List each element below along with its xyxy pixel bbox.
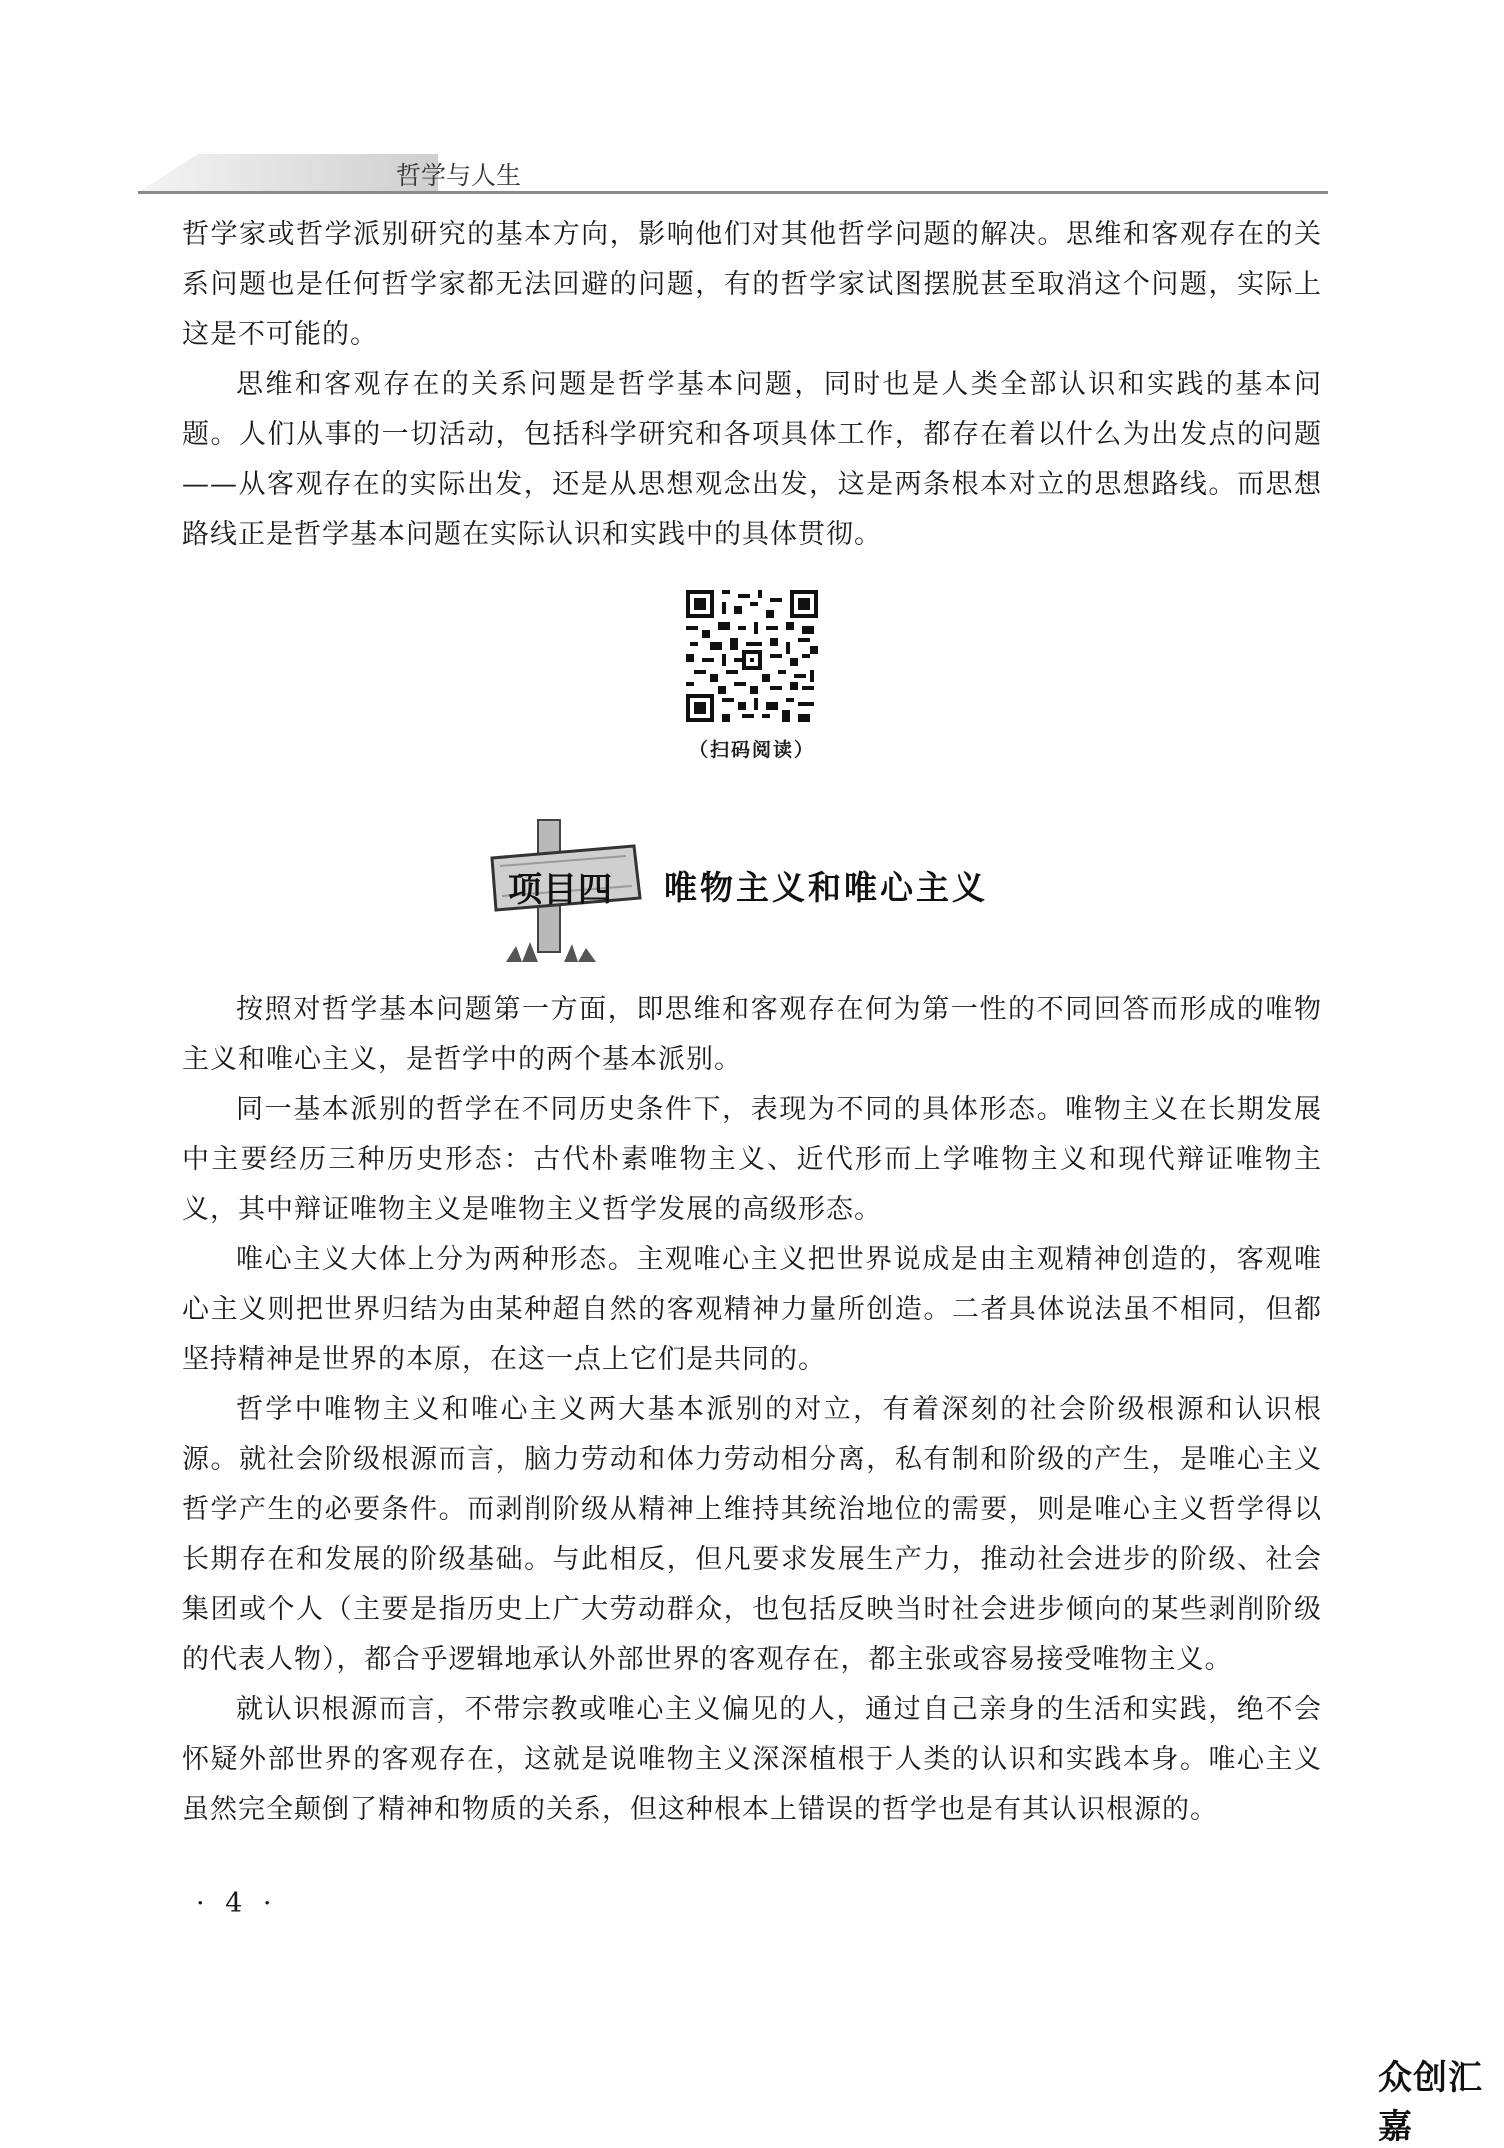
running-header — [138, 150, 1328, 194]
section-heading — [486, 814, 1046, 964]
running-header-title: 哲学与人生 — [396, 161, 522, 190]
section-title: 唯物主义和唯心主义 — [664, 868, 988, 907]
section-label: 项目四 — [508, 870, 613, 910]
qr-code-image[interactable] — [686, 590, 818, 722]
paragraph: 按照对哲学基本问题第一方面，即思维和客观存在何为第一性的不同回答而形成的唯物主义和唯心主义，是哲学中的两个基本派别。 — [182, 994, 1322, 1075]
paragraph: 哲学家或哲学派别研究的基本方向，影响他们对其他哲学问题的解决。思维和客观存在的关系问题也是任何哲学家都无法回避的问题，有的哲学家试图摆脱甚至取消这个问题，实际上这是不可能的。 — [182, 219, 1322, 350]
top-text-block — [182, 210, 1322, 560]
watermark-logo: 众创汇嘉 — [1378, 2058, 1483, 2147]
header-decoration — [138, 154, 438, 192]
page-number: · 4 · — [196, 1888, 278, 1919]
paragraph: 哲学中唯物主义和唯心主义两大基本派别的对立，有着深刻的社会阶级根源和认识根源。就社会阶级根源而言，脑力劳动和体力劳动相分离，私有制和阶级的产生，是唯心主义哲学产生的必要条件。而剥削阶级从精神上维持其统治地位的需要，则是唯心主义哲学得以长期存在和发展的阶级基础。与此相反，但凡要求发展生产力，推动社会进步的阶级、社会集团或个人（主要是指历史上广大劳动群众，也包括反映当时社会进步倾向的某些剥削阶级的代表人物），都合乎逻辑地承认外部世界的客观存在，都主张或容易接受唯物主义。 — [182, 1394, 1322, 1675]
body-text-block — [182, 985, 1322, 1835]
paragraph: 就认识根源而言，不带宗教或唯心主义偏见的人，通过自己亲身的生活和实践，绝不会怀疑外部世界的客观存在，这就是说唯物主义深深植根于人类的认识和实践本身。唯心主义虽然完全颠倒了精神和物质的关系，但这种根本上错误的哲学也是有其认识根源的。 — [182, 1694, 1322, 1825]
paragraph: 唯心主义大体上分为两种形态。主观唯心主义把世界说成是由主观精神创造的，客观唯心主义则把世界归结为由某种超自然的客观精神力量所创造。二者具体说法虽不相同，但都坚持精神是世界的本原，在这一点上它们是共同的。 — [182, 1244, 1322, 1375]
paragraph: 同一基本派别的哲学在不同历史条件下，表现为不同的具体形态。唯物主义在长期发展中主要经历三种历史形态：古代朴素唯物主义、近代形而上学唯物主义和现代辩证唯物主义，其中辩证唯物主义是唯物主义哲学发展的高级形态。 — [182, 1094, 1322, 1225]
header-rule — [138, 191, 1328, 194]
paragraph: 思维和客观存在的关系问题是哲学基本问题，同时也是人类全部认识和实践的基本问题。人们从事的一切活动，包括科学研究和各项具体工作，都存在着以什么为出发点的问题——从客观存在的实际出发，还是从思想观念出发，这是两条根本对立的思想路线。而思想路线正是哲学基本问题在实际认识和实践中的具体贯彻。 — [182, 369, 1322, 550]
qr-caption: （扫码阅读） — [688, 739, 815, 761]
